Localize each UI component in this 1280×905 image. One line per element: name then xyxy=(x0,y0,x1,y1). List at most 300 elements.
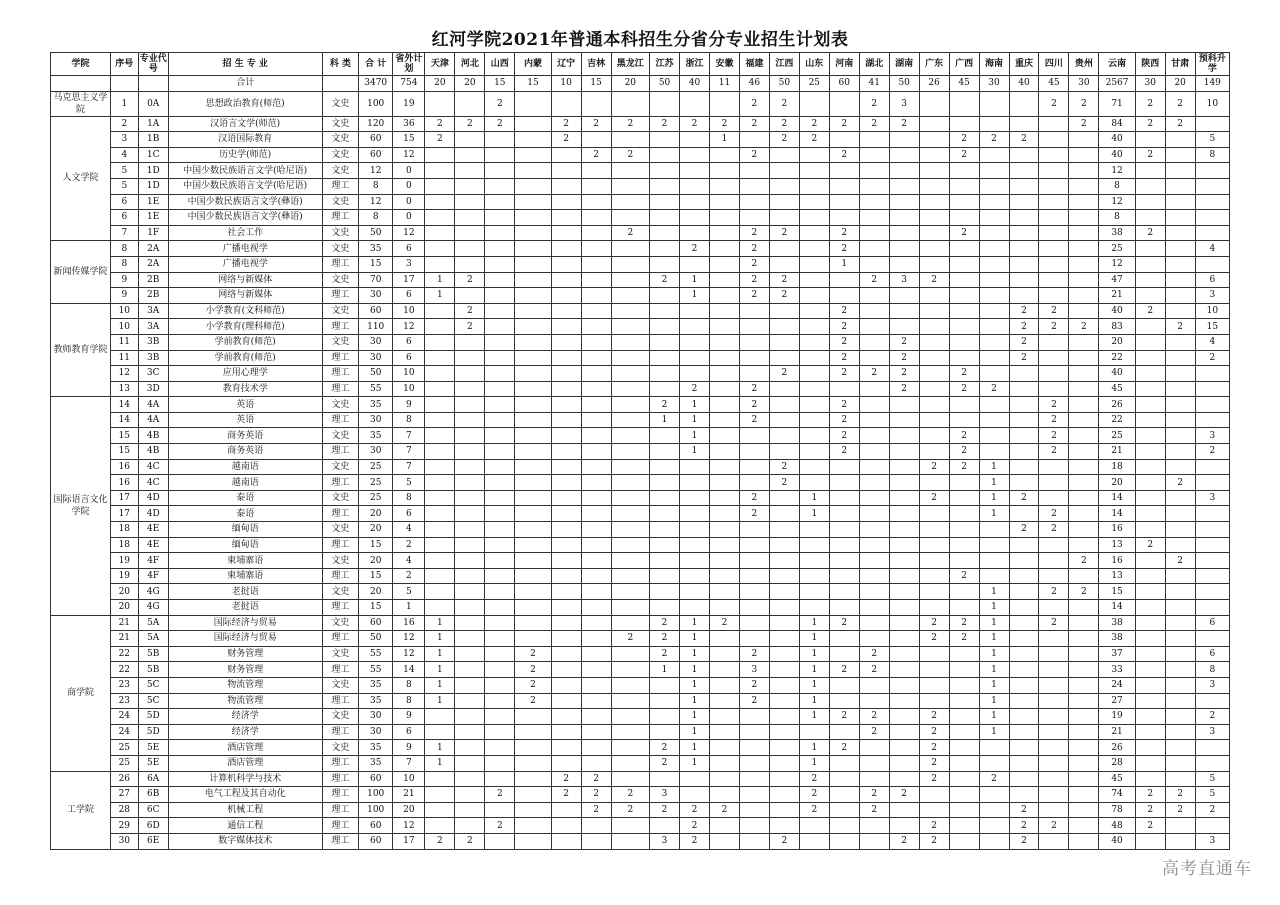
table-cell xyxy=(709,537,739,553)
table-cell xyxy=(425,178,455,194)
table-cell: 2 xyxy=(581,802,611,818)
table-cell xyxy=(455,132,485,148)
table-cell xyxy=(515,210,551,226)
table-cell: 2 xyxy=(829,444,859,460)
table-cell xyxy=(1165,381,1195,397)
table-cell xyxy=(1135,381,1165,397)
table-cell xyxy=(485,506,515,522)
table-cell xyxy=(799,381,829,397)
table-cell: 1 xyxy=(799,506,829,522)
table-cell xyxy=(611,818,650,834)
table-cell xyxy=(611,241,650,257)
table-cell xyxy=(769,506,799,522)
table-cell xyxy=(739,709,769,725)
table-cell: 文史 xyxy=(322,584,358,600)
table-cell: 文史 xyxy=(322,132,358,148)
table-cell xyxy=(799,522,829,538)
table-row xyxy=(51,147,1230,163)
table-cell: 110 xyxy=(359,319,393,335)
table-cell: 文史 xyxy=(322,522,358,538)
table-cell: 4B xyxy=(138,428,168,444)
table-cell: 0 xyxy=(393,194,425,210)
table-cell xyxy=(455,225,485,241)
table-cell xyxy=(485,459,515,475)
table-cell: 理工 xyxy=(322,475,358,491)
table-cell xyxy=(739,163,769,179)
table-cell: 1 xyxy=(680,397,710,413)
table-cell xyxy=(551,584,581,600)
table-cell xyxy=(611,272,650,288)
table-cell xyxy=(650,771,680,787)
major-name-cell: 电气工程及其自动化 xyxy=(168,787,322,803)
table-cell: 2 xyxy=(829,241,859,257)
table-cell xyxy=(485,537,515,553)
table-cell: 文史 xyxy=(322,553,358,569)
table-cell xyxy=(425,225,455,241)
table-cell: 0 xyxy=(393,163,425,179)
table-cell: 4C xyxy=(138,475,168,491)
table-cell xyxy=(1195,600,1229,616)
table-cell xyxy=(1039,600,1069,616)
table-cell xyxy=(799,428,829,444)
table-cell xyxy=(581,490,611,506)
table-cell xyxy=(485,771,515,787)
table-cell: 17 xyxy=(110,490,138,506)
table-cell xyxy=(455,677,485,693)
table-cell: 1 xyxy=(650,662,680,678)
table-cell xyxy=(739,740,769,756)
table-cell: 2 xyxy=(515,662,551,678)
table-cell xyxy=(425,350,455,366)
table-cell: 5B xyxy=(138,646,168,662)
table-cell xyxy=(979,116,1009,132)
table-cell: 5C xyxy=(138,677,168,693)
table-cell: 2 xyxy=(1039,584,1069,600)
table-cell xyxy=(979,833,1009,849)
table-cell xyxy=(581,662,611,678)
table-cell: 2 xyxy=(1165,116,1195,132)
table-cell: 4E xyxy=(138,522,168,538)
table-cell: 16 xyxy=(1099,553,1135,569)
table-cell xyxy=(709,91,739,116)
table-cell: 4E xyxy=(138,537,168,553)
table-cell xyxy=(1165,709,1195,725)
table-cell: 20 xyxy=(393,802,425,818)
total-cell: 50 xyxy=(650,76,680,92)
table-cell xyxy=(515,288,551,304)
total-cell: 20 xyxy=(1165,76,1195,92)
table-cell xyxy=(611,833,650,849)
table-cell xyxy=(485,600,515,616)
table-cell: 29 xyxy=(110,818,138,834)
table-cell xyxy=(1039,288,1069,304)
column-header: 湖北 xyxy=(859,53,889,76)
table-cell xyxy=(515,241,551,257)
major-name-cell: 教育技术学 xyxy=(168,381,322,397)
table-cell xyxy=(515,553,551,569)
table-row xyxy=(51,366,1230,382)
table-cell xyxy=(515,116,551,132)
table-cell xyxy=(859,132,889,148)
total-label: 合计 xyxy=(168,76,322,92)
table-row xyxy=(51,91,1230,116)
table-cell: 2 xyxy=(110,116,138,132)
table-cell xyxy=(581,303,611,319)
table-cell: 35 xyxy=(359,693,393,709)
table-cell xyxy=(1165,256,1195,272)
table-cell xyxy=(1165,428,1195,444)
table-cell xyxy=(859,350,889,366)
table-cell xyxy=(769,319,799,335)
table-cell: 2 xyxy=(1039,428,1069,444)
table-cell: 10 xyxy=(1195,303,1229,319)
table-cell xyxy=(739,802,769,818)
table-cell xyxy=(919,412,949,428)
table-cell: 2 xyxy=(425,132,455,148)
table-cell xyxy=(551,522,581,538)
table-cell xyxy=(680,475,710,491)
table-cell: 6B xyxy=(138,787,168,803)
table-cell: 2 xyxy=(455,272,485,288)
major-name-cell: 汉语言文学(师范) xyxy=(168,116,322,132)
table-cell xyxy=(769,537,799,553)
table-cell xyxy=(709,600,739,616)
table-cell: 22 xyxy=(110,646,138,662)
total-cell: 10 xyxy=(551,76,581,92)
table-cell xyxy=(979,787,1009,803)
table-cell: 2 xyxy=(829,412,859,428)
table-cell xyxy=(1165,740,1195,756)
table-cell: 26 xyxy=(1099,740,1135,756)
total-cell: 40 xyxy=(1009,76,1039,92)
table-cell: 12 xyxy=(393,818,425,834)
table-cell xyxy=(485,833,515,849)
table-cell xyxy=(919,537,949,553)
table-cell: 25 xyxy=(1099,428,1135,444)
table-cell: 24 xyxy=(110,709,138,725)
table-cell xyxy=(1009,288,1039,304)
table-cell xyxy=(919,787,949,803)
table-cell: 3A xyxy=(138,319,168,335)
table-cell: 40 xyxy=(1099,303,1135,319)
table-cell xyxy=(485,381,515,397)
table-cell: 文史 xyxy=(322,615,358,631)
table-cell: 55 xyxy=(359,381,393,397)
table-cell xyxy=(919,225,949,241)
table-cell xyxy=(1165,662,1195,678)
table-cell: 37 xyxy=(1099,646,1135,662)
table-cell xyxy=(581,225,611,241)
table-cell: 2 xyxy=(611,147,650,163)
table-row xyxy=(51,334,1230,350)
table-cell xyxy=(709,553,739,569)
table-cell xyxy=(799,241,829,257)
table-cell xyxy=(611,350,650,366)
table-cell xyxy=(1069,537,1099,553)
table-cell: 1 xyxy=(680,677,710,693)
table-cell: 2 xyxy=(611,631,650,647)
table-cell xyxy=(1165,147,1195,163)
table-cell xyxy=(1009,662,1039,678)
table-cell: 4 xyxy=(1195,334,1229,350)
table-cell: 25 xyxy=(110,755,138,771)
table-cell: 2 xyxy=(799,802,829,818)
table-cell xyxy=(1009,724,1039,740)
table-cell xyxy=(425,818,455,834)
table-cell xyxy=(551,615,581,631)
table-cell xyxy=(425,397,455,413)
table-cell xyxy=(1039,724,1069,740)
table-cell xyxy=(889,677,919,693)
table-cell xyxy=(829,724,859,740)
major-name-cell: 社会工作 xyxy=(168,225,322,241)
column-header: 黑龙江 xyxy=(611,53,650,76)
table-cell: 30 xyxy=(359,288,393,304)
table-cell: 1 xyxy=(680,412,710,428)
table-cell xyxy=(455,428,485,444)
table-cell xyxy=(1039,833,1069,849)
table-cell: 4G xyxy=(138,600,168,616)
table-cell xyxy=(889,755,919,771)
table-cell xyxy=(425,163,455,179)
table-cell xyxy=(455,568,485,584)
table-cell: 2 xyxy=(1039,506,1069,522)
table-cell xyxy=(1165,194,1195,210)
table-cell xyxy=(829,475,859,491)
table-cell xyxy=(455,210,485,226)
total-cell: 40 xyxy=(680,76,710,92)
table-cell xyxy=(1165,724,1195,740)
table-cell xyxy=(1009,677,1039,693)
table-cell: 1F xyxy=(138,225,168,241)
table-cell: 2 xyxy=(919,740,949,756)
table-cell: 1 xyxy=(979,646,1009,662)
table-cell: 1 xyxy=(425,631,455,647)
table-cell xyxy=(1069,147,1099,163)
table-cell: 71 xyxy=(1099,91,1135,116)
table-row xyxy=(51,631,1230,647)
total-cell: 25 xyxy=(799,76,829,92)
table-cell xyxy=(515,412,551,428)
table-cell xyxy=(769,381,799,397)
table-cell xyxy=(1135,568,1165,584)
table-cell: 2 xyxy=(581,787,611,803)
table-cell xyxy=(829,677,859,693)
table-cell: 22 xyxy=(1099,412,1135,428)
table-cell xyxy=(829,568,859,584)
table-cell: 3 xyxy=(1195,490,1229,506)
table-cell xyxy=(1009,272,1039,288)
table-cell: 文史 xyxy=(322,272,358,288)
table-cell: 5 xyxy=(110,178,138,194)
table-cell xyxy=(829,771,859,787)
table-cell xyxy=(739,210,769,226)
table-cell: 2 xyxy=(949,381,979,397)
major-name-cell: 汉语国际教育 xyxy=(168,132,322,148)
table-cell: 1 xyxy=(799,755,829,771)
table-cell xyxy=(979,225,1009,241)
table-cell: 2 xyxy=(1195,444,1229,460)
table-cell: 35 xyxy=(359,397,393,413)
table-cell xyxy=(979,350,1009,366)
table-cell xyxy=(581,755,611,771)
table-cell xyxy=(1135,256,1165,272)
table-cell xyxy=(425,444,455,460)
table-cell: 2 xyxy=(1069,584,1099,600)
table-cell: 2 xyxy=(581,771,611,787)
table-cell xyxy=(979,178,1009,194)
column-header: 重庆 xyxy=(1009,53,1039,76)
table-cell: 2 xyxy=(769,833,799,849)
table-cell: 23 xyxy=(110,677,138,693)
table-row xyxy=(51,677,1230,693)
table-row xyxy=(51,833,1230,849)
table-cell xyxy=(551,225,581,241)
table-cell: 35 xyxy=(359,677,393,693)
table-cell: 2 xyxy=(769,272,799,288)
column-header: 四川 xyxy=(1039,53,1069,76)
table-cell: 2 xyxy=(859,91,889,116)
total-cell: 30 xyxy=(979,76,1009,92)
table-cell xyxy=(1165,506,1195,522)
table-cell xyxy=(485,646,515,662)
table-cell xyxy=(485,319,515,335)
table-cell: 3C xyxy=(138,366,168,382)
table-row xyxy=(51,615,1230,631)
table-cell xyxy=(1009,210,1039,226)
table-cell xyxy=(769,444,799,460)
table-cell xyxy=(680,303,710,319)
table-cell: 2 xyxy=(829,662,859,678)
table-cell: 1 xyxy=(979,693,1009,709)
table-cell xyxy=(739,194,769,210)
table-cell xyxy=(1165,522,1195,538)
table-cell: 3 xyxy=(889,91,919,116)
table-cell xyxy=(485,366,515,382)
table-cell xyxy=(859,444,889,460)
table-cell xyxy=(949,677,979,693)
table-cell xyxy=(709,646,739,662)
table-cell xyxy=(859,584,889,600)
table-cell xyxy=(551,459,581,475)
table-cell: 2 xyxy=(455,303,485,319)
column-header: 省外计划 xyxy=(393,53,425,76)
table-cell xyxy=(1195,163,1229,179)
blank-cell xyxy=(138,76,168,92)
table-cell xyxy=(455,178,485,194)
table-cell xyxy=(709,787,739,803)
table-cell xyxy=(919,210,949,226)
table-cell xyxy=(581,178,611,194)
table-cell: 20 xyxy=(359,506,393,522)
table-cell: 1 xyxy=(799,677,829,693)
table-cell xyxy=(650,381,680,397)
table-cell: 2 xyxy=(1165,787,1195,803)
table-cell: 6 xyxy=(1195,646,1229,662)
table-cell xyxy=(581,256,611,272)
table-row xyxy=(51,194,1230,210)
table-cell xyxy=(611,755,650,771)
table-cell: 8 xyxy=(1099,178,1135,194)
table-cell: 2 xyxy=(1135,787,1165,803)
table-cell xyxy=(919,163,949,179)
table-cell: 18 xyxy=(1099,459,1135,475)
major-name-cell: 财务管理 xyxy=(168,646,322,662)
table-cell xyxy=(829,210,859,226)
table-cell xyxy=(581,132,611,148)
table-cell xyxy=(859,537,889,553)
table-cell xyxy=(551,303,581,319)
table-cell xyxy=(919,116,949,132)
table-cell xyxy=(650,241,680,257)
table-cell xyxy=(485,256,515,272)
table-cell xyxy=(1009,537,1039,553)
major-name-cell: 酒店管理 xyxy=(168,740,322,756)
total-cell: 60 xyxy=(829,76,859,92)
table-cell xyxy=(769,662,799,678)
table-row xyxy=(51,428,1230,444)
table-cell xyxy=(551,194,581,210)
table-cell: 30 xyxy=(359,709,393,725)
table-cell: 20 xyxy=(1099,334,1135,350)
table-cell xyxy=(799,366,829,382)
column-header: 天津 xyxy=(425,53,455,76)
table-cell xyxy=(581,522,611,538)
table-cell xyxy=(485,397,515,413)
table-cell xyxy=(1009,646,1039,662)
table-cell xyxy=(611,163,650,179)
column-header: 辽宁 xyxy=(551,53,581,76)
table-cell xyxy=(919,194,949,210)
table-cell: 2B xyxy=(138,288,168,304)
table-cell: 1B xyxy=(138,132,168,148)
table-cell: 4 xyxy=(393,553,425,569)
table-cell xyxy=(1165,288,1195,304)
table-cell xyxy=(581,381,611,397)
table-cell xyxy=(515,428,551,444)
table-cell xyxy=(485,553,515,569)
table-cell xyxy=(611,381,650,397)
table-cell xyxy=(1069,194,1099,210)
table-cell: 2 xyxy=(919,755,949,771)
table-cell: 21 xyxy=(1099,288,1135,304)
table-cell xyxy=(425,256,455,272)
table-cell xyxy=(859,615,889,631)
table-cell: 8 xyxy=(1195,662,1229,678)
table-cell xyxy=(889,178,919,194)
table-cell xyxy=(859,412,889,428)
table-cell: 24 xyxy=(110,724,138,740)
table-cell xyxy=(859,397,889,413)
table-cell xyxy=(650,818,680,834)
table-cell xyxy=(1069,256,1099,272)
table-cell xyxy=(979,147,1009,163)
table-cell xyxy=(1069,771,1099,787)
table-cell: 21 xyxy=(1099,724,1135,740)
table-cell xyxy=(829,178,859,194)
table-cell: 30 xyxy=(359,350,393,366)
table-cell xyxy=(1069,241,1099,257)
table-cell xyxy=(919,132,949,148)
table-cell: 3B xyxy=(138,334,168,350)
table-cell xyxy=(680,506,710,522)
table-cell: 14 xyxy=(110,397,138,413)
table-cell xyxy=(1039,537,1069,553)
table-cell: 2 xyxy=(1009,319,1039,335)
table-cell: 8 xyxy=(393,693,425,709)
total-cell: 3470 xyxy=(359,76,393,92)
table-cell: 1 xyxy=(799,662,829,678)
